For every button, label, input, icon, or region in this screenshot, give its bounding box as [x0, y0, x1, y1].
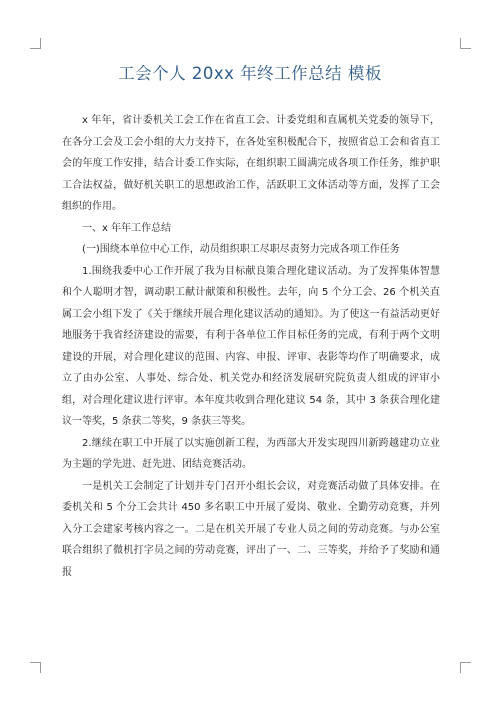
- paragraph-item-1: 1.围绕我委中心工作开展了我为目标献良策合理化建议活动。为了发挥集体智慧和个人聪明才智，调动职工献计献策和积极性。去年，向 5 个分工会、26 个机关直属工会小组下发了《关于继续开展合理化建议活动的通知》。为了使这一有益活动更好地服务于我省经济建设的需要，有利于各单位工作目标任务的完成，有利于两个文明建设的开展，对合理化建议的范围、内容、申报、评审、表影等均作了明确要求，成立了由办公室、人事处、综合处、机关党办和经济发展研究院负责人组成的评审小组，对合理化建议进行评审。本年度共收到合理化建议 54 条，其中 3 条获合理化建议一等奖，5 条获二等奖，9 条获三等奖。: [62, 265, 440, 427]
- crop-mark-bottom-left: [30, 662, 41, 673]
- paragraph-item-2: 2.继续在职工中开展了以实施创新工程，为西部大开发实现四川新跨越建功立业为主题的学先进、赶先进、团结竞赛活动。: [62, 437, 440, 470]
- document-body: [62, 110, 440, 583]
- subsection-heading: (一)围绕本单位中心工作，动员组织职工尽职尽责努力完成各项工作任务: [82, 244, 400, 255]
- crop-mark-top-left: [30, 38, 41, 49]
- paragraph-detail: 一是机关工会制定了计划并专门召开小组长会议，对竞赛活动做了具体安排。在委机关和 5 个分工会共计 450 多名职工中开展了爱岗、敬业、全勤劳动竞赛，并列入分工会建家考核内容之一。二是在机关开展了专业人员之间的劳动竞赛。与办公室联合组织了微机打字员之间的劳动竞赛，评出了一、二、三等奖，并给予了奖励和通报: [62, 480, 440, 578]
- section-heading: 一、x 年年工作总结: [82, 222, 172, 234]
- document-title: 工会个人 20xx 年终工作总结 模板: [118, 64, 382, 83]
- paragraph-intro: x 年年，省计委机关工会工作在省直工会、计委党组和直属机关党委的领导下，在各分工会及工会小组的大力支持下，在各处室积极配合下，按照省总工会和省直工会的年度工作安排，结合计委工作实际，在组织职工圆满完成各项工作任务，维护职工合法权益，做好机关职工的思想政治工作，活跃职工文体活动等方面，发挥了工会组织的作用。: [62, 115, 440, 212]
- crop-mark-top-right: [460, 38, 471, 49]
- crop-mark-bottom-right: [460, 662, 471, 673]
